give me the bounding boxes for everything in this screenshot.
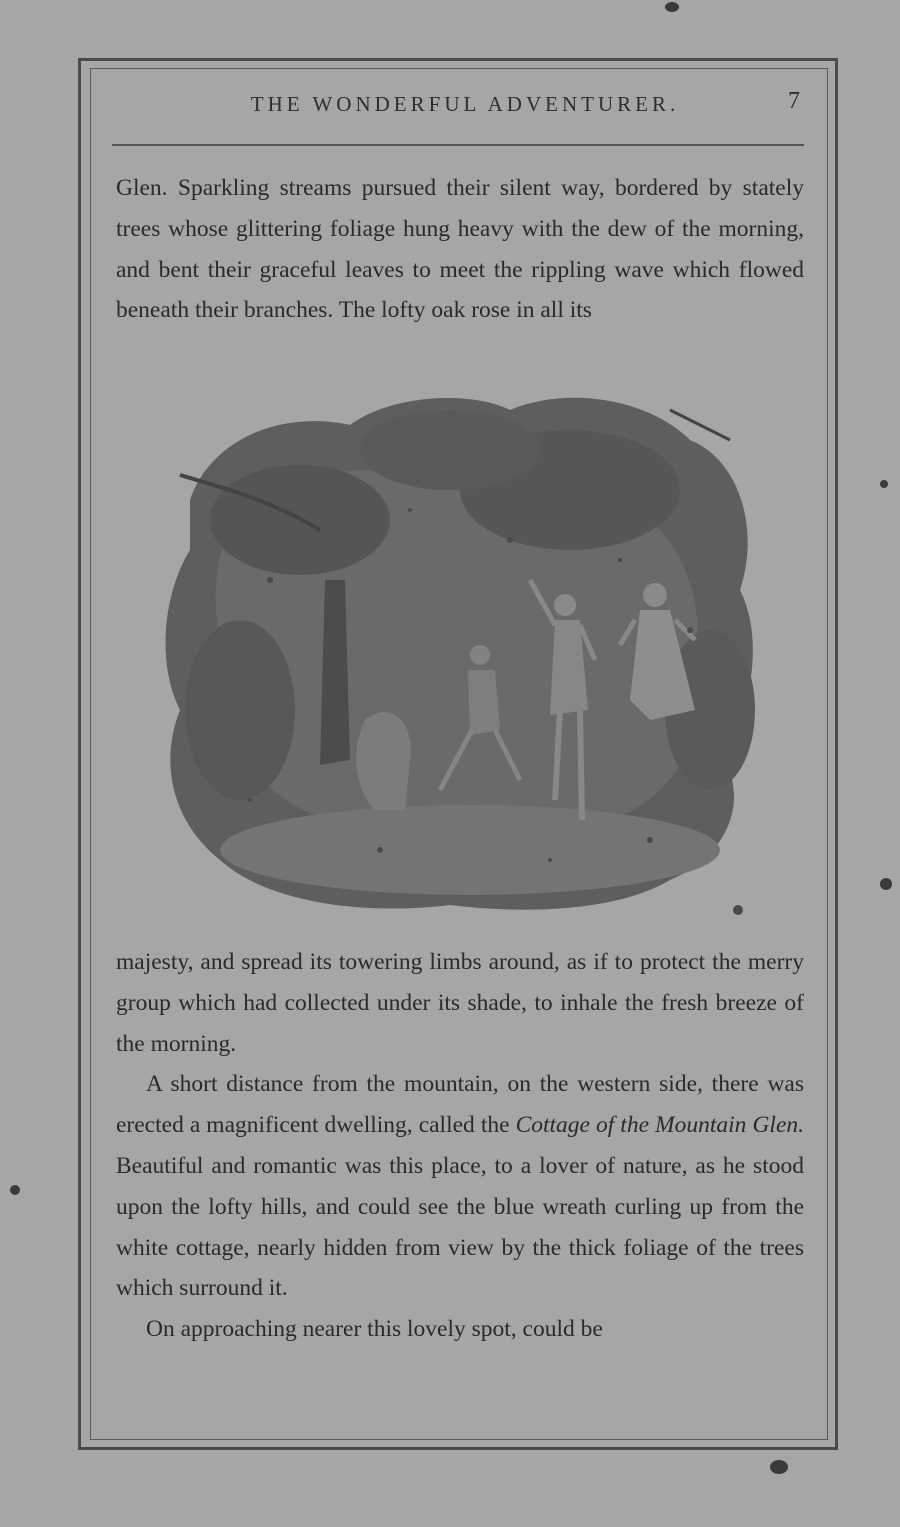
- scan-speck: [880, 878, 892, 890]
- paragraph-2: majesty, and spread its towering limbs around, as if to protect the merry group which had collected under its shade, to inhale the fresh breeze of the morning.: [116, 949, 804, 1057]
- scan-speck: [665, 2, 679, 12]
- scan-speck: [10, 1185, 20, 1195]
- paragraph-3: [116, 1064, 804, 1309]
- text-block-bottom: [116, 942, 804, 1350]
- woodcut-illustration: [150, 380, 760, 925]
- paragraph-3-start: A short distance from the mountain, on the western side, there was erected a magnificent dwelling, called the: [116, 1071, 804, 1139]
- header-rule: [112, 144, 804, 146]
- cottage-name-italic: Cottage of the Mountain Glen.: [515, 1112, 804, 1139]
- page-number: 7: [788, 88, 800, 114]
- text-block-top: [116, 168, 804, 331]
- paragraph-1: Glen. Sparkling streams pursued their silent way, bordered by stately trees whose glittering foliage hung heavy with the dew of the morning, and bent their graceful leaves to meet the rippling wave which flowed beneath their branches. The lofty oak rose in all its: [116, 175, 804, 324]
- paragraph-3-end: Beautiful and romantic was this place, to a lover of nature, as he stood upon the lofty hills, and could see the blue wreath curling up from the white cottage, nearly hidden from view by the thick foliage of the trees which surround it.: [116, 1152, 804, 1302]
- paragraph-4: On approaching nearer this lovely spot, could be: [146, 1316, 603, 1343]
- woodcut-dancing-figures-image: [150, 380, 760, 925]
- scan-speck: [770, 1460, 788, 1474]
- running-title: THE WONDERFUL ADVENTURER.: [250, 92, 680, 116]
- scan-speck: [880, 480, 888, 488]
